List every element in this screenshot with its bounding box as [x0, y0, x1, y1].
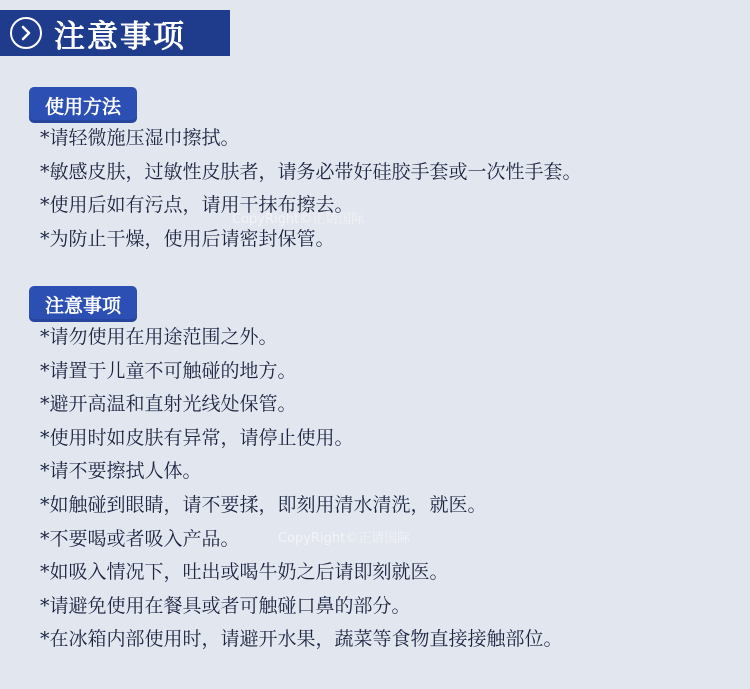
precautions-list — [40, 321, 563, 657]
list-item: *使用时如皮肤有异常，请停止使用。 — [40, 426, 354, 449]
list-item: *避开高温和直射光线处保管。 — [40, 393, 297, 416]
list-item: *在冰箱内部使用时，请避开水果，蔬菜等食物直接接触部位。 — [40, 628, 563, 651]
list-item: *不要喝或者吸入产品。 — [40, 527, 240, 550]
list-item: *请不要擦拭人体。 — [40, 460, 202, 483]
list-item: *使用后如有污点，请用干抹布擦去。 — [40, 194, 354, 217]
usage-list — [40, 122, 582, 256]
list-item: *如吸入情况下，吐出或喝牛奶之后请即刻就医。 — [40, 561, 449, 584]
list-item: *为防止干燥，使用后请密封保管。 — [40, 227, 335, 250]
list-item: *如触碰到眼睛，请不要揉，即刻用清水清洗，就医。 — [40, 493, 487, 516]
watermark-text: CopyRight©正请国际 — [232, 212, 365, 227]
watermark-text: CopyRight©正请国际 — [278, 531, 411, 546]
page-header — [0, 10, 230, 56]
list-item: *请勿使用在用途范围之外。 — [40, 326, 278, 348]
list-item: *请轻微施压湿巾擦拭。 — [40, 127, 240, 149]
list-item: *敏感皮肤，过敏性皮肤者，请务必带好硅胶手套或一次性手套。 — [40, 160, 582, 183]
list-item: *请置于儿童不可触碰的地方。 — [40, 359, 297, 382]
chevron-right-icon — [10, 17, 42, 49]
section-label-precautions: 注意事项 — [29, 286, 137, 322]
list-item: *请避免使用在餐具或者可触碰口鼻的部分。 — [40, 594, 411, 617]
page-title: 注意事项 — [54, 18, 186, 55]
section-label-usage: 使用方法 — [29, 87, 137, 123]
